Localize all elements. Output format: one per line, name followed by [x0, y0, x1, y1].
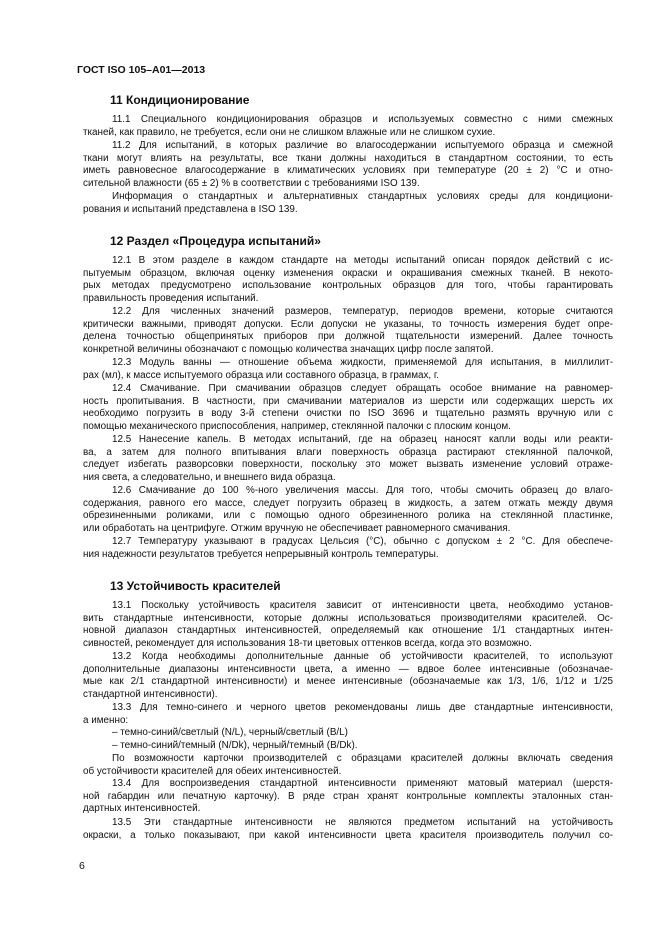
paragraph-12-5: [83, 434, 613, 484]
paragraph-12-7: [83, 536, 613, 561]
text-line: ткани могут влиять на результаты, все ткани должны находиться в стандартном состоянии, то есть: [83, 152, 613, 164]
text-line: рования и испытаний представлена в ISO 139.: [83, 203, 298, 215]
text-line: 13.3 Для темно-синего и черного цветов рекомендованы лишь две стандартные интенсивности,: [112, 702, 613, 713]
text-line: 13.4 Для воспроизведения стандартной интенсивности применяют матовый материал (шерстя-: [112, 778, 613, 789]
paragraph-12-6: [83, 485, 613, 535]
paragraph-13-cards: [83, 753, 613, 778]
text-line: содержания, равного его массе, следует погрузить образец в жидкость, а затем отжать между двумя: [83, 497, 613, 509]
paragraph-12-2: [83, 306, 613, 356]
text-line: дартных интенсивностей.: [83, 803, 201, 815]
text-line: 12.7 Температуру указывают в градусах Цельсия (°С), обычно с допуском ± 2 °С. Для обеспече-: [112, 536, 613, 547]
text-line: 13.1 Поскольку устойчивость красителя зависит от интенсивности цвета, необходимо установ-: [112, 600, 613, 611]
text-line: а именно:: [83, 714, 129, 726]
text-line: мые как 2/1 стандартной интенсивности) и менее интенсивные (обозначаемые как 1/3, 1/6, 1/12 и 1/25: [83, 676, 613, 688]
text-line: пытуемым образцом, включая оценку изменения окраски и окрашивания смежных тканей. В некото-: [83, 267, 613, 279]
paragraph-12-3: [83, 357, 613, 382]
text-line: – темно-синий/светлый (N/L), черный/светлый (B/L): [112, 727, 348, 738]
text-line: сительной влажности (65 ± 2) % в соответствии с требованиями ISO 139.: [83, 177, 420, 189]
text-line: или обработать на центрифуге. Отжим вручную не обеспечивает равномерного смачивания.: [83, 522, 511, 534]
text-line: ной габардин или печатную карточку). В ряде стран хранят контрольные комплекты эталонных стан-: [83, 790, 613, 802]
section-12-title: 12 Раздел «Процедура испытаний»: [110, 234, 321, 248]
document-header: ГОСТ ISO 105–A01—2013: [77, 64, 206, 76]
text-line: 13.5 Эти стандартные интенсивности не являются предметом испытаний на устойчивость: [112, 817, 613, 828]
text-line: 12.4 Смачивание. При смачивании образцов следует обращать особое внимание на равномер-: [112, 383, 613, 394]
text-line: необходимо погрузить в воду 3-й степени очистки по ISO 3696 и тщательно размять вручную или с: [83, 408, 613, 420]
text-line: 11.1 Специального кондиционирования образцов и используемых совместно с ними смежных: [112, 114, 613, 125]
text-line: 12.2 Для численных значений размеров, температур, периодов времени, которые считаются: [112, 306, 613, 317]
text-line: 12.1 В этом разделе в каждом стандарте на методы испытаний описан порядок действий с ис-: [112, 255, 613, 266]
list-item-navy-light: [83, 727, 613, 740]
text-line: ва, а затем для полного впитывания влаги поверхность образца растирают стеклянной палочкой,: [83, 446, 613, 458]
text-line: конкретной величины обозначают с помощью количества значащих цифр после запятой.: [83, 343, 494, 355]
text-line: 13.2 Когда необходимы дополнительные данные об устойчивости красителей, то используют: [112, 651, 613, 662]
text-line: По возможности карточки производителей с образцами красителей должны включать сведения: [112, 753, 613, 764]
paragraph-12-4: [83, 383, 613, 433]
text-line: делена точностью общепринятых приборов при должной тщательности измерений. Далее точность: [83, 331, 613, 343]
page-number: 6: [79, 860, 85, 872]
paragraph-11-info: [83, 191, 613, 216]
text-line: дополнительные диапазоны интенсивности цвета, а именно — вдвое более интенсивные (обозначае-: [83, 663, 613, 675]
text-line: Информация о стандартных и альтернативных стандартных условиях среды для кондициони-: [112, 191, 613, 202]
paragraph-11-1: [83, 114, 613, 139]
text-line: ния света, а следовательно, и внешнего вида образца.: [83, 471, 336, 483]
text-line: – темно-синий/темный (N/Dk), черный/темный (B/Dk).: [112, 740, 358, 751]
text-line: ния надежности результатов требуется непрерывный контроль температуры.: [83, 548, 439, 560]
text-line: окраски, а только показывают, при какой интенсивности цвета красителя производитель получил со-: [83, 829, 613, 841]
text-line: вить стандартные интенсивности, которые должны использоваться производителями красителей. Ос-: [83, 612, 613, 624]
text-line: стандартной интенсивности).: [83, 688, 218, 700]
paragraph-12-1: [83, 255, 613, 305]
paragraph-11-2: [83, 140, 613, 190]
paragraph-13-3: [83, 702, 613, 727]
list-item-navy-dark: [83, 740, 613, 753]
text-line: рых методах предусмотрено использование контрольных образцов для того, чтобы гарантировать: [83, 280, 613, 292]
section-13-title: 13 Устойчивость красителей: [110, 579, 281, 593]
text-line: помощью механического приспособления, например, стеклянной палочки с плоским концом.: [83, 420, 511, 432]
text-line: сивностей, рекомендует для использования 18-ти цветовых оттенков всегда, когда это возможно.: [83, 637, 532, 649]
paragraph-13-1: [83, 600, 613, 650]
paragraph-13-5: [83, 817, 613, 842]
text-line: тканей, как правило, не требуется, если они не слишком влажные или не слишком сухие.: [83, 126, 496, 138]
text-line: иметь равновесное влагосодержание в климатических условиях при температуре (20 ± 2) °С и отно-: [83, 165, 613, 177]
text-line: 12.5 Нанесение капель. В методах испытаний, где на образец наносят капли воды или реакти-: [112, 434, 613, 445]
text-line: правильность проведения испытаний.: [83, 292, 259, 304]
text-line: критически важными, приводят допуски. Если допуски не указаны, то точность измерения будет опре-: [83, 318, 613, 330]
text-line: новной диапазон стандартных интенсивностей, определяемый как отношение 1/1 стандартных интен-: [83, 625, 613, 637]
paragraph-13-4: [83, 778, 613, 816]
text-line: 11.2 Для испытаний, в которых различие во влагосодержании испытуемого образца и смежной: [112, 140, 613, 151]
text-line: ность пропитывания. В частности, при смачивании материалов из шерсти или содержащих шерсть их: [83, 395, 613, 407]
text-line: 12.3 Модуль ванны — отношение объема жидкости, применяемой для испытания, в миллилит-: [112, 357, 613, 368]
text-line: рах (мл), к массе испытуемого образца или составного образца, в граммах, г.: [83, 369, 440, 381]
text-line: об устойчивости красителей для обеих интенсивностей.: [83, 765, 342, 777]
text-line: обрезиненными роликами, или с помощью одного обрезиненного ролика на стеклянной пластинке,: [83, 510, 613, 522]
text-line: следует избегать разворсовки поверхности, поскольку это может вызвать изменение условий отраже-: [83, 459, 613, 471]
text-line: 12.6 Смачивание до 100 %-ного увеличения массы. Для того, чтобы смочить образец до влаго-: [112, 485, 613, 496]
paragraph-13-2: [83, 651, 613, 701]
section-11-title: 11 Кондиционирование: [110, 93, 250, 107]
